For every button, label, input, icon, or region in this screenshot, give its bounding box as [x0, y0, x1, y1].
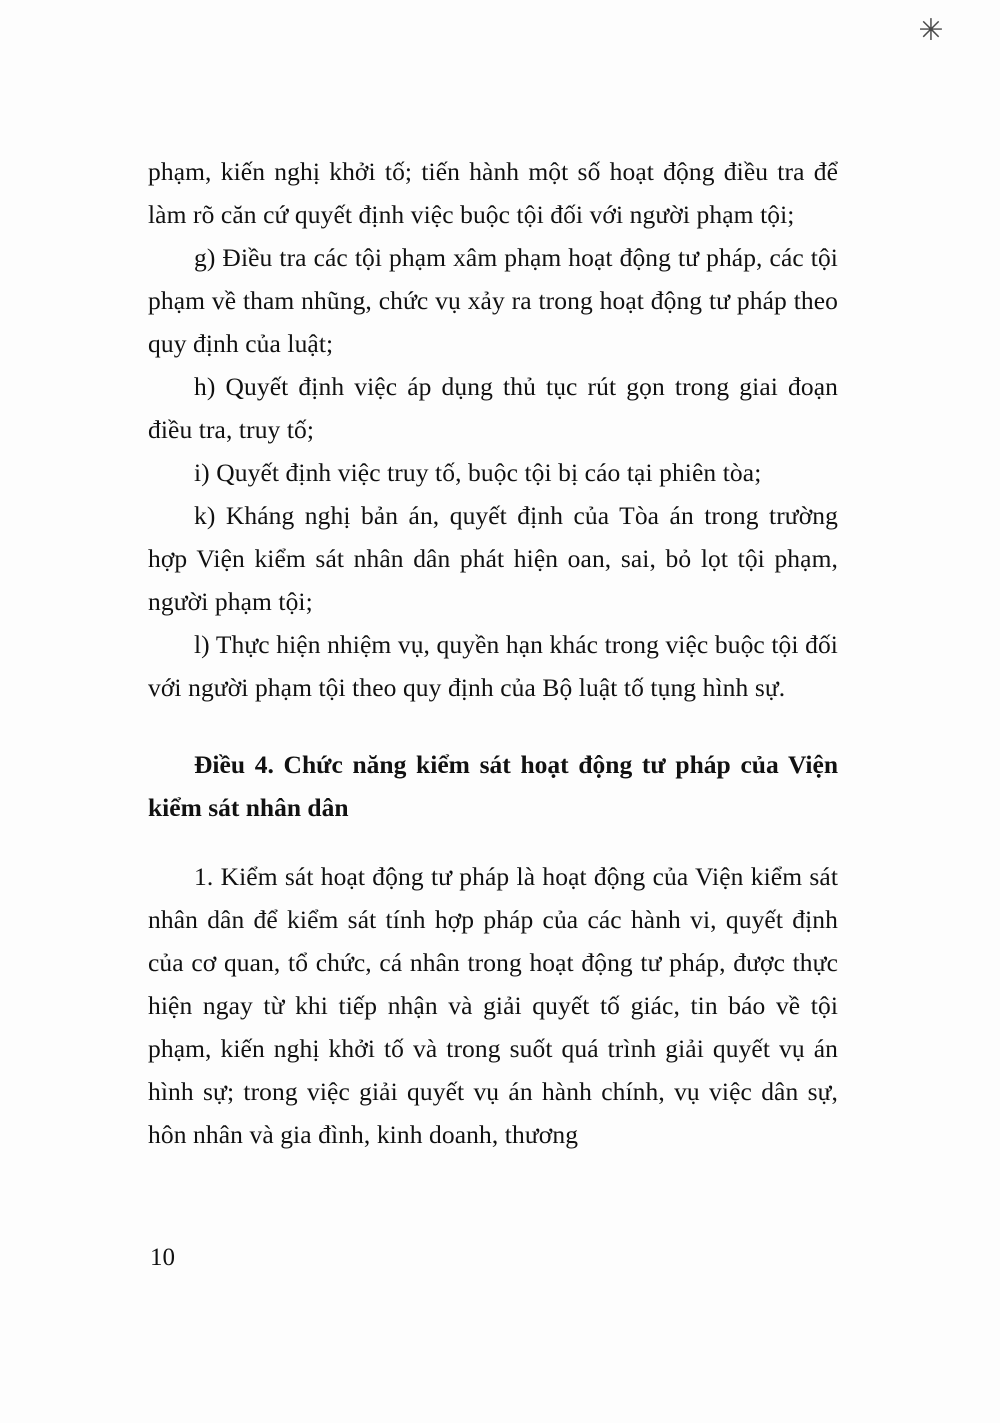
- article-4-heading: Điều 4. Chức năng kiểm sát hoạt động tư pháp của Viện kiểm sát nhân dân: [148, 750, 838, 822]
- clause-i: i) Quyết định việc truy tố, buộc tội bị cáo tại phiên tòa;: [194, 458, 762, 487]
- clause-g: g) Điều tra các tội phạm xâm phạm hoạt động tư pháp, các tội phạm về tham nhũng, chức vụ xảy ra trong hoạt động tư pháp theo quy định của luật;: [148, 243, 838, 358]
- clause-h: h) Quyết định việc áp dụng thủ tục rút gọn trong giai đoạn điều tra, truy tố;: [148, 372, 838, 444]
- clause-k: k) Kháng nghị bản án, quyết định của Tòa án trong trường hợp Viện kiểm sát nhân dân phát hiện oan, sai, bỏ lọt tội phạm, người phạm tội;: [148, 501, 838, 616]
- paragraph-continuation: phạm, kiến nghị khởi tố; tiến hành một số hoạt động điều tra để làm rõ căn cứ quyết định việc buộc tội đối với người phạm tội;: [148, 157, 838, 229]
- page-number: 10: [150, 1244, 175, 1271]
- page-body: [148, 150, 838, 1156]
- clause-l: l) Thực hiện nhiệm vụ, quyền hạn khác trong việc buộc tội đối với người phạm tội theo quy định của Bộ luật tố tụng hình sự.: [148, 630, 838, 702]
- decorative-asterisk-icon: ✳: [918, 14, 944, 47]
- article-4-clause-1: 1. Kiểm sát hoạt động tư pháp là hoạt động của Viện kiểm sát nhân dân để kiểm sát tính hợp pháp của các hành vi, quyết định của cơ quan, tổ chức, cá nhân trong hoạt động tư pháp, được thực hiện ngay từ khi tiếp nhận và giải quyết tố giác, tin báo về tội phạm, kiến nghị khởi tố và trong suốt quá trình giải quyết vụ án hình sự; trong việc giải quyết vụ án hành chính, vụ việc dân sự, hôn nhân và gia đình, kinh doanh, thương: [148, 862, 838, 1149]
